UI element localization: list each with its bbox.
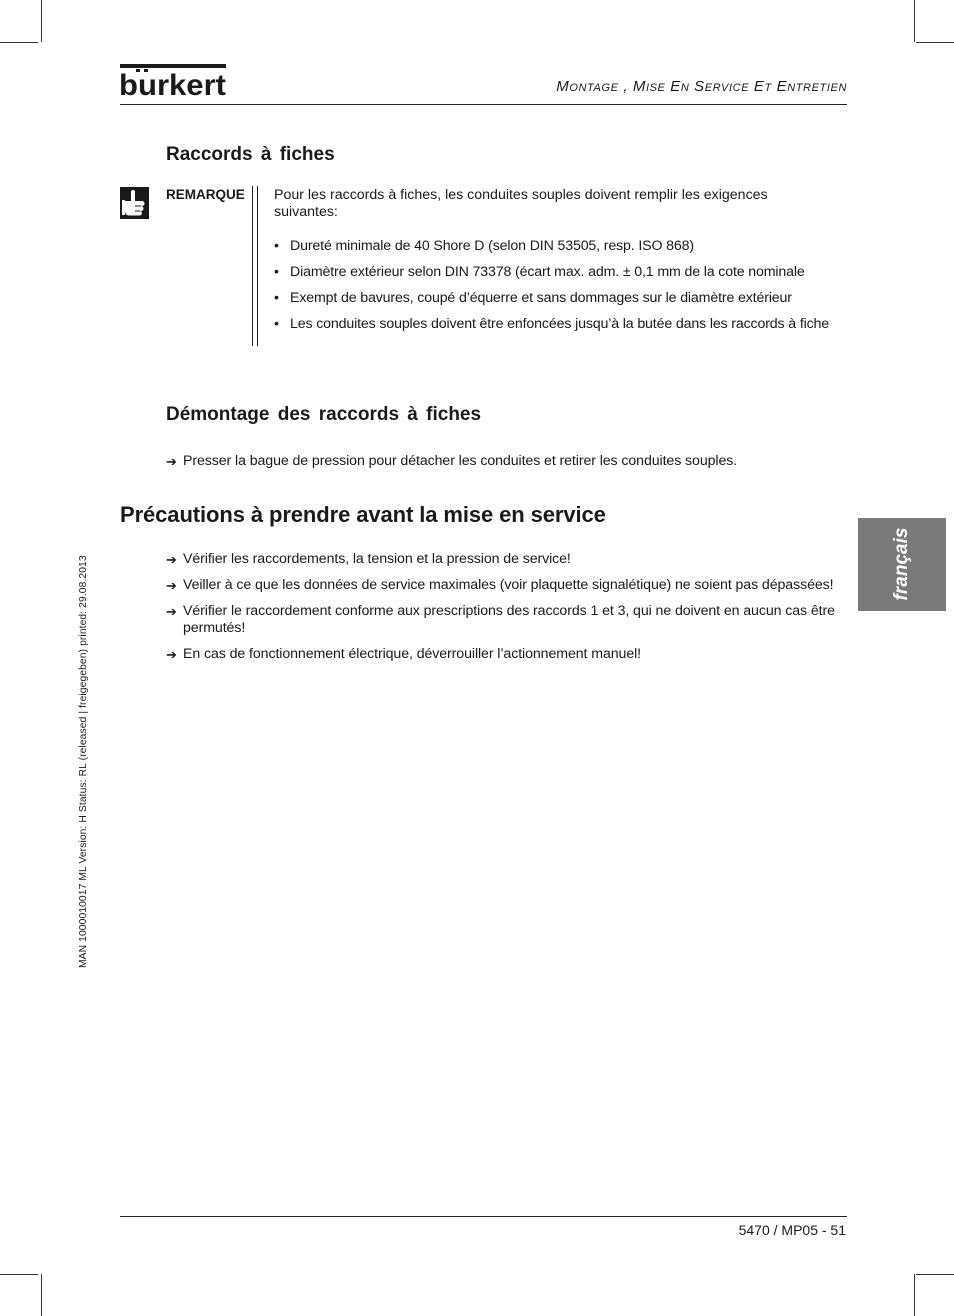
arrow-right-icon: ➔ bbox=[166, 647, 177, 662]
list-item bbox=[166, 646, 836, 663]
page-reference: 5470 / MP05 - 51 bbox=[738, 1222, 846, 1238]
section-title-precautions: Précautions à prendre avant la mise en service bbox=[120, 502, 606, 527]
crop-mark bbox=[41, 0, 42, 42]
step-text: Veiller à ce que les données de service maximales (voir plaquette signalétique) ne soient pas dépassées! bbox=[183, 577, 834, 593]
arrow-right-icon: ➔ bbox=[166, 454, 177, 469]
step-text: En cas de fonctionnement électrique, déverrouiller l’actionnement manuel! bbox=[183, 646, 641, 662]
list-item: • Les conduites souples doivent être enfoncées jusqu’à la butée dans les raccords à fiche bbox=[274, 316, 834, 333]
language-tab bbox=[858, 518, 946, 611]
demontage-steps bbox=[166, 453, 836, 479]
list-item bbox=[166, 551, 836, 568]
step-text: Presser la bague de pression pour détacher les conduites et retirer les conduites souples. bbox=[183, 453, 738, 469]
remark-label: REMARQUE bbox=[166, 187, 245, 202]
burkert-logo bbox=[120, 64, 226, 98]
remark-intro: Pour les raccords à fiches, les conduites souples doivent remplir les exigences suivantes: bbox=[274, 187, 768, 220]
crop-mark bbox=[916, 1274, 954, 1275]
header-rule bbox=[120, 104, 847, 105]
list-item bbox=[166, 577, 836, 594]
crop-mark bbox=[0, 1274, 38, 1275]
list-item bbox=[166, 603, 836, 637]
remark-divider bbox=[252, 186, 253, 346]
list-item bbox=[166, 453, 836, 470]
section-title-demontage: Démontage des raccords à fiches bbox=[166, 404, 482, 425]
footer-rule bbox=[120, 1216, 847, 1217]
remark-divider bbox=[257, 186, 258, 346]
language-tab-label: français bbox=[891, 527, 912, 601]
crop-mark bbox=[914, 1274, 915, 1316]
crop-mark bbox=[0, 42, 38, 43]
list-item: • Diamètre extérieur selon DIN 73378 (écart max. adm. ± 0,1 mm de la cote nominale bbox=[274, 264, 834, 281]
section-title-raccords: Raccords à fiches bbox=[166, 144, 335, 165]
arrow-right-icon: ➔ bbox=[166, 578, 177, 593]
step-text: Vérifier le raccordement conforme aux prescriptions des raccords 1 et 3, qui ne doivent en aucun cas être permutés! bbox=[183, 603, 835, 636]
arrow-right-icon: ➔ bbox=[166, 552, 177, 567]
crop-mark bbox=[41, 1274, 42, 1316]
document-status-meta: MAN 1000010017 ML Version: H Status: RL (released | freigegeben) printed: 29.08.2013 bbox=[78, 555, 89, 968]
list-item: • Exempt de bavures, coupé d’équerre et sans dommages sur le diamètre extérieur bbox=[274, 290, 834, 307]
svg-text:burkert: burkert bbox=[120, 69, 226, 98]
list-item: • Dureté minimale de 40 Shore D (selon DIN 53505, resp. ISO 868) bbox=[274, 238, 834, 255]
crop-mark bbox=[914, 0, 915, 42]
precaution-steps bbox=[166, 551, 836, 672]
hand-pointing-icon bbox=[120, 187, 149, 219]
crop-mark bbox=[916, 42, 954, 43]
requirements-list bbox=[274, 238, 834, 342]
step-text: Vérifier les raccordements, la tension et la pression de service! bbox=[183, 551, 571, 567]
running-head: Montage , Mise En Service Et Entretien bbox=[556, 78, 847, 95]
arrow-right-icon: ➔ bbox=[166, 604, 177, 619]
